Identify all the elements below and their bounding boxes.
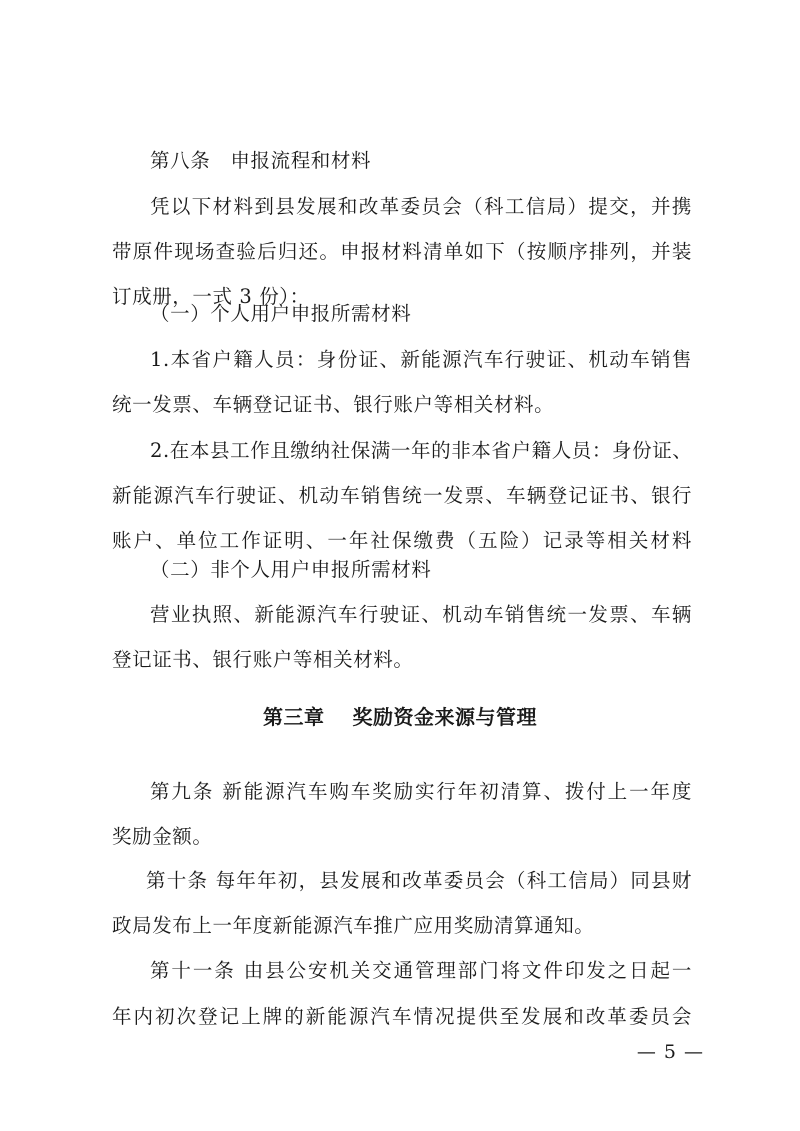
paragraph-line: 政局发布上一年度新能源汽车推广应用奖励清算通知。 xyxy=(112,914,595,937)
paragraph-line: 营业执照、新能源汽车行驶证、机动车销售统一发票、车辆 xyxy=(150,603,692,626)
paragraph-line: 凭以下材料到县发展和改革委员会（科工信局）提交，并携 xyxy=(150,195,692,218)
chapter-heading xyxy=(0,704,800,730)
paragraph-line: 带原件现场查验后归还。申报材料清单如下（按顺序排列，并装 xyxy=(112,240,692,263)
article-11-line: 第十一条 由县公安机关交通管理部门将文件印发之日起一 xyxy=(150,959,692,982)
paragraph-line: 新能源汽车行驶证、机动车销售统一发票、车辆登记证书、银行 xyxy=(112,484,692,507)
chapter-title: 奖励资金来源与管理 xyxy=(352,705,537,729)
paragraph-line: 1.本省户籍人员：身份证、新能源汽车行驶证、机动车销售 xyxy=(150,348,692,371)
paragraph-line: 年内初次登记上牌的新能源汽车情况提供至发展和改革委员会 xyxy=(112,1005,692,1028)
paragraph-line: 奖励金额。 xyxy=(112,825,213,848)
section-1-heading: （一）个人用户申报所需材料 xyxy=(150,302,412,325)
section-2-heading: （二）非个人用户申报所需材料 xyxy=(150,558,432,581)
article-10-line: 第十条 每年年初，县发展和改革委员会（科工信局）同县财 xyxy=(146,869,692,892)
paragraph-line: 2.在本县工作且缴纳社保满一年的非本省户籍人员：身份证、 xyxy=(150,439,693,462)
page-number: — 5 — xyxy=(636,1041,704,1063)
paragraph-line: 账户、单位工作证明、一年社保缴费（五险）记录等相关材料 xyxy=(112,529,692,552)
article-8-heading: 第八条 申报流程和材料 xyxy=(150,149,372,172)
chapter-number: 第三章 xyxy=(263,705,325,729)
paragraph-line: 登记证书、银行账户等相关材料。 xyxy=(112,648,414,671)
paragraph-line: 订成册，一式 3 份）： xyxy=(112,285,310,308)
paragraph-line: 统一发票、车辆登记证书、银行账户等相关材料。 xyxy=(112,393,555,416)
article-9-line: 第九条 新能源汽车购车奖励实行年初清算、拨付上一年度 xyxy=(150,780,692,803)
